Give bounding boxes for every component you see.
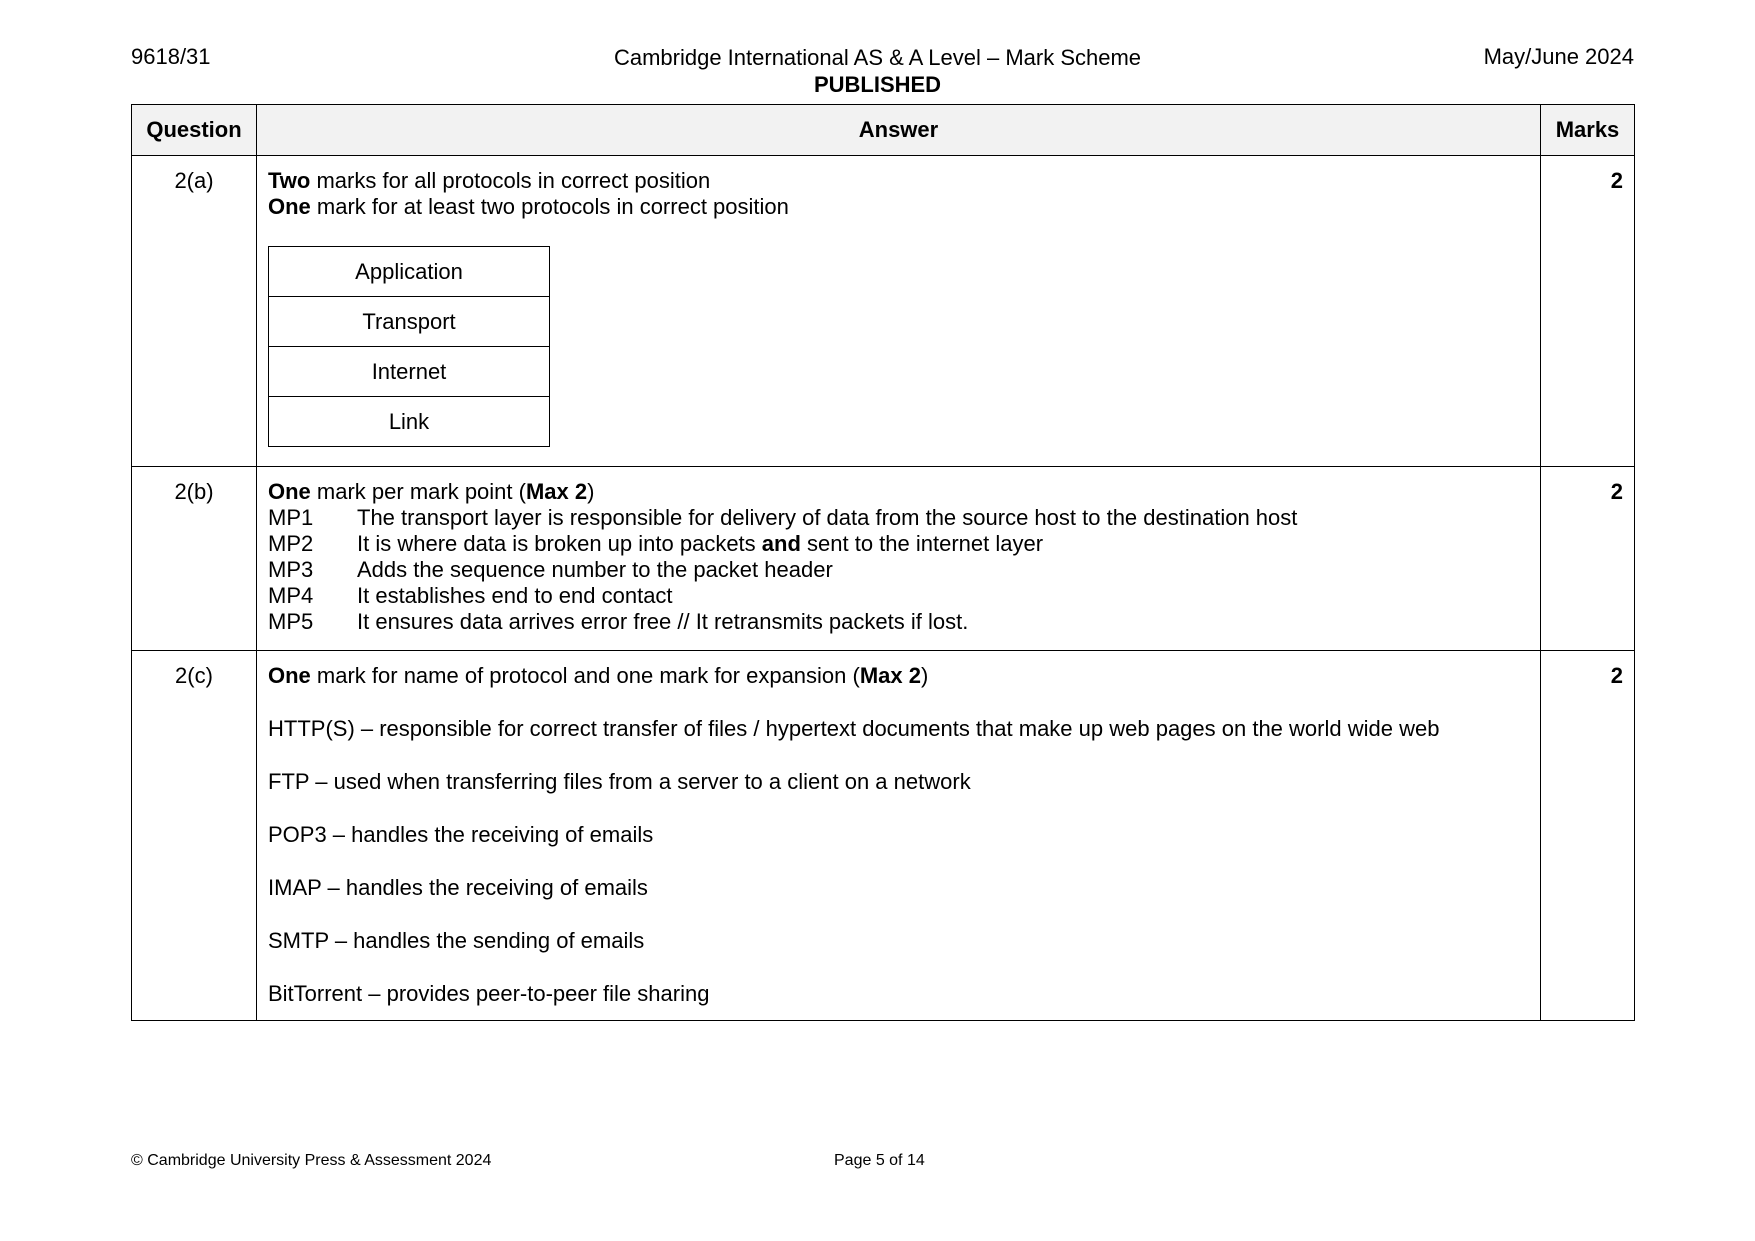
mark-point-code: MP4 bbox=[268, 583, 314, 608]
page-number: Page 5 of 14 bbox=[834, 1152, 925, 1169]
instruction-text: mark for name of protocol and one mark for expansion ( bbox=[310, 663, 860, 688]
protocol-http: HTTP(S) – responsible for correct transfer of files / hypertext documents that make up web pages on the world wide web bbox=[268, 716, 1440, 741]
emphasis-text: One bbox=[268, 479, 311, 504]
mark-point-text: It establishes end to end contact bbox=[357, 583, 673, 608]
mark-point-text: The transport layer is responsible for delivery of data from the source host to the destination host bbox=[357, 505, 1298, 530]
instruction-text: mark for at least two protocols in correct position bbox=[310, 194, 789, 219]
marking-instruction bbox=[268, 168, 1530, 194]
mark-point-code: MP1 bbox=[268, 505, 314, 530]
mark-point-text: It ensures data arrives error free // It retransmits packets if lost. bbox=[357, 609, 969, 634]
question-number: 2(c) bbox=[132, 651, 257, 1021]
answer-cell bbox=[257, 651, 1541, 1021]
layer-internet: Internet bbox=[269, 347, 550, 397]
instruction-text: marks for all protocols in correct position bbox=[310, 168, 711, 193]
mark-point bbox=[268, 505, 1530, 531]
exam-session: May/June 2024 bbox=[1483, 44, 1634, 69]
header-title: Cambridge International AS & A Level – Mark Scheme bbox=[613, 45, 1142, 70]
mark-point-code: MP3 bbox=[268, 557, 314, 582]
answer-cell bbox=[257, 156, 1541, 467]
publication-status: PUBLISHED bbox=[813, 72, 942, 97]
mark-scheme-table bbox=[131, 104, 1635, 1021]
emphasis-text: Two bbox=[268, 168, 311, 193]
emphasis-text: and bbox=[761, 531, 801, 556]
mark-point bbox=[268, 609, 1530, 635]
copyright-notice: © Cambridge University Press & Assessment 2024 bbox=[131, 1152, 492, 1169]
marks-value: 2 bbox=[1541, 467, 1635, 651]
protocol-ftp: FTP – used when transferring files from a server to a client on a network bbox=[268, 769, 971, 794]
table-row bbox=[132, 156, 1635, 467]
instruction-text: ) bbox=[587, 479, 595, 504]
marking-instruction bbox=[268, 479, 1530, 505]
protocol-smtp: SMTP – handles the sending of emails bbox=[268, 928, 645, 953]
column-header-question: Question bbox=[132, 105, 257, 156]
mark-point-text-part: sent to the internet layer bbox=[800, 531, 1044, 556]
mark-point bbox=[268, 531, 1530, 557]
marks-value: 2 bbox=[1541, 156, 1635, 467]
protocol-imap: IMAP – handles the receiving of emails bbox=[268, 875, 648, 900]
mark-point-code: MP5 bbox=[268, 609, 314, 634]
protocol-pop3: POP3 – handles the receiving of emails bbox=[268, 822, 654, 847]
question-number: 2(b) bbox=[132, 467, 257, 651]
paper-code: 9618/31 bbox=[131, 44, 211, 69]
layer-application: Application bbox=[269, 247, 550, 297]
mark-point-text-part: It is where data is broken up into packets bbox=[357, 531, 762, 556]
layer-link: Link bbox=[269, 397, 550, 447]
emphasis-text: One bbox=[268, 194, 311, 219]
answer-cell bbox=[257, 467, 1541, 651]
mark-point-text bbox=[357, 531, 1043, 557]
max-marks-text: Max 2 bbox=[859, 663, 921, 688]
mark-point-code: MP2 bbox=[268, 531, 314, 556]
mark-point bbox=[268, 557, 1530, 583]
instruction-text: ) bbox=[921, 663, 929, 688]
marking-instruction bbox=[268, 663, 1530, 689]
table-row bbox=[132, 467, 1635, 651]
instruction-text: mark per mark point ( bbox=[310, 479, 526, 504]
column-header-marks: Marks bbox=[1541, 105, 1635, 156]
mark-point bbox=[268, 583, 1530, 609]
table-header-row bbox=[132, 105, 1635, 156]
emphasis-text: One bbox=[268, 663, 311, 688]
marks-value: 2 bbox=[1541, 651, 1635, 1021]
max-marks-text: Max 2 bbox=[525, 479, 588, 504]
mark-point-text: Adds the sequence number to the packet header bbox=[357, 557, 833, 582]
protocol-layer-stack bbox=[268, 246, 550, 447]
layer-transport: Transport bbox=[269, 297, 550, 347]
table-row bbox=[132, 651, 1635, 1021]
column-header-answer: Answer bbox=[257, 105, 1541, 156]
protocol-bittorrent: BitTorrent – provides peer-to-peer file sharing bbox=[268, 981, 710, 1006]
question-number: 2(a) bbox=[132, 156, 257, 467]
marking-instruction bbox=[268, 194, 1530, 220]
